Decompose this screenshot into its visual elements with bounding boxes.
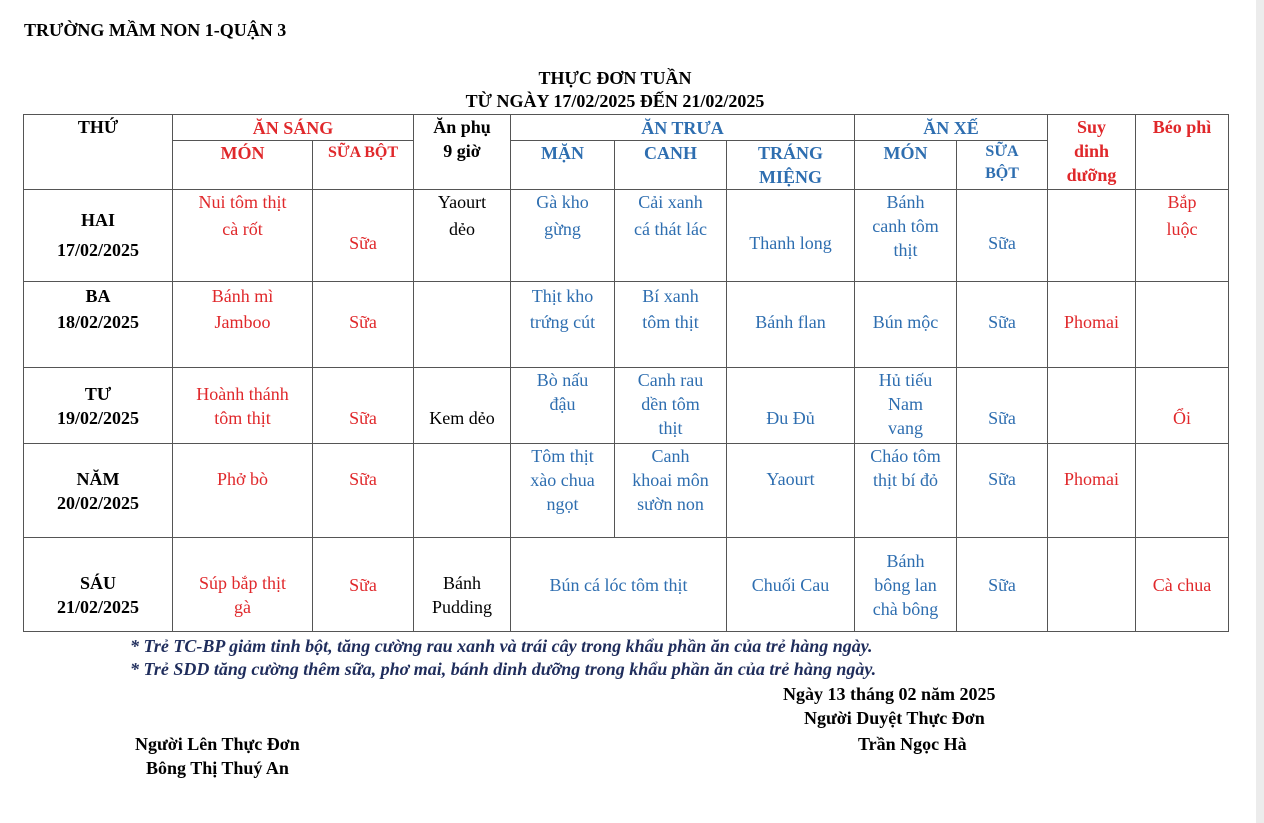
beo-phi-cell	[1136, 444, 1229, 538]
xe-mon-cell	[855, 368, 957, 444]
line: Tôm thịt	[531, 446, 594, 466]
line: Nui tôm thịt	[198, 192, 287, 212]
suy-cell	[1048, 190, 1136, 282]
header-trang-line2: MIỆNG	[759, 167, 823, 187]
an-phu-cell	[414, 444, 511, 538]
line: Súp bắp thịt	[198, 572, 286, 593]
line: Nam	[888, 394, 924, 414]
header-xe-sua-line1: SỮA	[985, 143, 1019, 160]
menu-row-tu	[24, 368, 1229, 444]
beo-phi-cell: Ổi	[1136, 368, 1229, 444]
an-phu-cell	[414, 190, 511, 282]
header-xe-sua-line2: BỘT	[985, 165, 1019, 182]
header-sang-mon: MÓN	[173, 141, 313, 190]
man-cell	[511, 190, 615, 282]
header-trang-line1: TRÁNG	[758, 143, 824, 163]
xe-sua-cell: Sữa	[957, 190, 1048, 282]
canh-cell	[615, 190, 727, 282]
day-name: BA	[85, 286, 111, 306]
line: vang	[888, 418, 924, 438]
line: luộc	[1166, 219, 1198, 239]
header-an-phu	[414, 115, 511, 190]
canh-cell	[615, 368, 727, 444]
weekly-menu-table	[23, 114, 1229, 632]
trang-mieng-cell: Chuối Cau	[727, 538, 855, 632]
header-an-xe: ĂN XẾ	[855, 115, 1048, 141]
line: dền tôm	[641, 394, 700, 414]
line: thịt	[658, 418, 683, 438]
line: bông lan	[874, 574, 937, 595]
sang-sua-cell: Sữa	[313, 538, 414, 632]
xe-sua-cell: Sữa	[957, 444, 1048, 538]
xe-sua-cell: Sữa	[957, 368, 1048, 444]
note-sdd: * Trẻ SDD tăng cường thêm sữa, phơ mai, bánh dinh dưỡng trong khẩu phần ăn của trẻ hàng ngày.	[130, 659, 877, 679]
beo-phi-cell	[1136, 190, 1229, 282]
line: Hủ tiếu	[878, 370, 933, 390]
header-trang-mieng	[727, 141, 855, 190]
approver-title: Người Duyệt Thực Đơn	[804, 708, 985, 728]
xe-mon-cell	[855, 444, 957, 538]
line: Thịt kho	[531, 286, 594, 306]
note-tc-bp: * Trẻ TC-BP giảm tinh bột, tăng cường rau xanh và trái cây trong khẩu phần ăn của trẻ hàng ngày.	[130, 636, 873, 656]
header-an-phu-line1: Ăn phụ	[433, 117, 491, 137]
day-date: 21/02/2025	[56, 596, 139, 617]
creator-name: Bông Thị Thuý An	[146, 758, 289, 778]
line: Bí xanh	[642, 286, 699, 306]
line: Bắp	[1167, 192, 1197, 212]
trang-mieng-cell: Yaourt	[727, 444, 855, 538]
line: gừng	[544, 219, 581, 239]
menu-title: THỰC ĐƠN TUẦN	[538, 68, 692, 88]
menu-row-hai	[24, 190, 1229, 282]
day-cell	[24, 190, 173, 282]
man-cell	[511, 444, 615, 538]
line: Bánh	[886, 192, 925, 212]
sang-mon-cell	[173, 190, 313, 282]
day-name: SÁU	[79, 572, 116, 593]
xe-sua-cell: Sữa	[957, 282, 1048, 368]
xe-sua-cell: Sữa	[957, 538, 1048, 632]
suy-cell: Phomai	[1048, 282, 1136, 368]
line: tôm thịt	[214, 407, 271, 428]
line: chà bông	[872, 598, 939, 619]
line: Pudding	[432, 596, 493, 617]
line: Gà kho	[536, 192, 589, 212]
line: cá thát lác	[634, 219, 707, 239]
day-name: NĂM	[76, 468, 120, 489]
line: Cháo tôm	[870, 446, 941, 466]
menu-row-nam	[24, 444, 1229, 538]
line: Yaourt	[437, 192, 487, 212]
canh-cell	[615, 444, 727, 538]
xe-mon-cell: Bún mộc	[855, 282, 957, 368]
trang-mieng-cell: Thanh long	[727, 190, 855, 282]
line: thịt bí đỏ	[873, 470, 939, 490]
line: đậu	[549, 394, 576, 414]
header-man: MẶN	[511, 141, 615, 190]
header-an-trua: ĂN TRƯA	[511, 115, 855, 141]
sang-sua-cell: Sữa	[313, 282, 414, 368]
line: Jamboo	[214, 312, 271, 332]
page-edge	[1256, 0, 1264, 823]
header-suy-line3: dưỡng	[1066, 165, 1117, 185]
man-cell	[511, 368, 615, 444]
line: Canh rau	[637, 370, 704, 390]
trang-mieng-cell: Bánh flan	[727, 282, 855, 368]
line: thịt	[893, 240, 918, 260]
header-row-1	[24, 115, 1229, 141]
an-phu-cell	[414, 282, 511, 368]
line: ngọt	[546, 494, 579, 514]
header-suy-line2: dinh	[1074, 141, 1110, 161]
suy-cell: Phomai	[1048, 444, 1136, 538]
day-date: 17/02/2025	[56, 239, 139, 260]
line: gà	[234, 596, 251, 617]
signature-date: Ngày 13 tháng 02 năm 2025	[783, 684, 996, 704]
line: Bánh mì	[211, 286, 274, 306]
header-xe-sua-bot	[957, 141, 1048, 190]
line: trứng cút	[529, 312, 596, 332]
an-phu-cell	[414, 538, 511, 632]
header-canh: CANH	[615, 141, 727, 190]
day-cell	[24, 282, 173, 368]
suy-cell	[1048, 538, 1136, 632]
day-date: 18/02/2025	[56, 312, 139, 332]
sang-sua-cell: Sữa	[313, 190, 414, 282]
creator-title: Người Lên Thực Đơn	[135, 734, 300, 754]
an-phu-cell: Kem dẻo	[414, 368, 511, 444]
menu-row-sau	[24, 538, 1229, 632]
day-name: HAI	[80, 209, 115, 230]
beo-phi-cell	[1136, 282, 1229, 368]
beo-phi-cell: Cà chua	[1136, 538, 1229, 632]
header-suy-line1: Suy	[1077, 117, 1107, 137]
line: xào chua	[530, 470, 595, 490]
day-date: 19/02/2025	[56, 407, 139, 428]
xe-mon-cell	[855, 190, 957, 282]
sang-mon-cell	[173, 538, 313, 632]
suy-cell	[1048, 368, 1136, 444]
canh-cell	[615, 282, 727, 368]
trang-mieng-cell: Đu Đủ	[727, 368, 855, 444]
header-xe-mon: MÓN	[855, 141, 957, 190]
line: Bánh	[886, 550, 925, 571]
trua-merged-cell: Bún cá lóc tôm thịt	[511, 538, 727, 632]
line: cà rốt	[222, 219, 263, 239]
day-cell	[24, 444, 173, 538]
header-beo-phi: Béo phì	[1136, 115, 1229, 190]
line: dẻo	[449, 219, 476, 239]
day-cell	[24, 368, 173, 444]
man-cell	[511, 282, 615, 368]
xe-mon-cell	[855, 538, 957, 632]
header-an-phu-line2: 9 giờ	[443, 141, 481, 161]
menu-row-ba	[24, 282, 1229, 368]
day-cell	[24, 538, 173, 632]
line: khoai môn	[632, 470, 709, 490]
line: Hoành thánh	[196, 383, 289, 404]
sang-mon-cell	[173, 368, 313, 444]
header-thu: THỨ	[24, 115, 173, 190]
line: tôm thịt	[642, 312, 699, 332]
day-name: TƯ	[84, 383, 112, 404]
day-date: 20/02/2025	[56, 492, 139, 513]
line: Cải xanh	[638, 192, 703, 212]
line: Canh	[651, 446, 690, 466]
approver-name: Trần Ngọc Hà	[858, 734, 967, 754]
menu-date-range: TỪ NGÀY 17/02/2025 ĐẾN 21/02/2025	[465, 91, 765, 111]
sang-sua-cell: Sữa	[313, 444, 414, 538]
line: Bò nấu	[536, 370, 589, 390]
sang-sua-cell: Sữa	[313, 368, 414, 444]
header-sang-sua-bot: SỮA BỘT	[313, 141, 414, 190]
line: canh tôm	[872, 216, 939, 236]
line: Bánh	[443, 572, 482, 593]
header-suy-dinh-duong	[1048, 115, 1136, 190]
sang-mon-cell: Phở bò	[173, 444, 313, 538]
line: sườn non	[637, 494, 704, 514]
school-name: TRƯỜNG MẦM NON 1-QUẬN 3	[24, 20, 287, 40]
sang-mon-cell	[173, 282, 313, 368]
header-an-sang: ĂN SÁNG	[173, 115, 414, 141]
